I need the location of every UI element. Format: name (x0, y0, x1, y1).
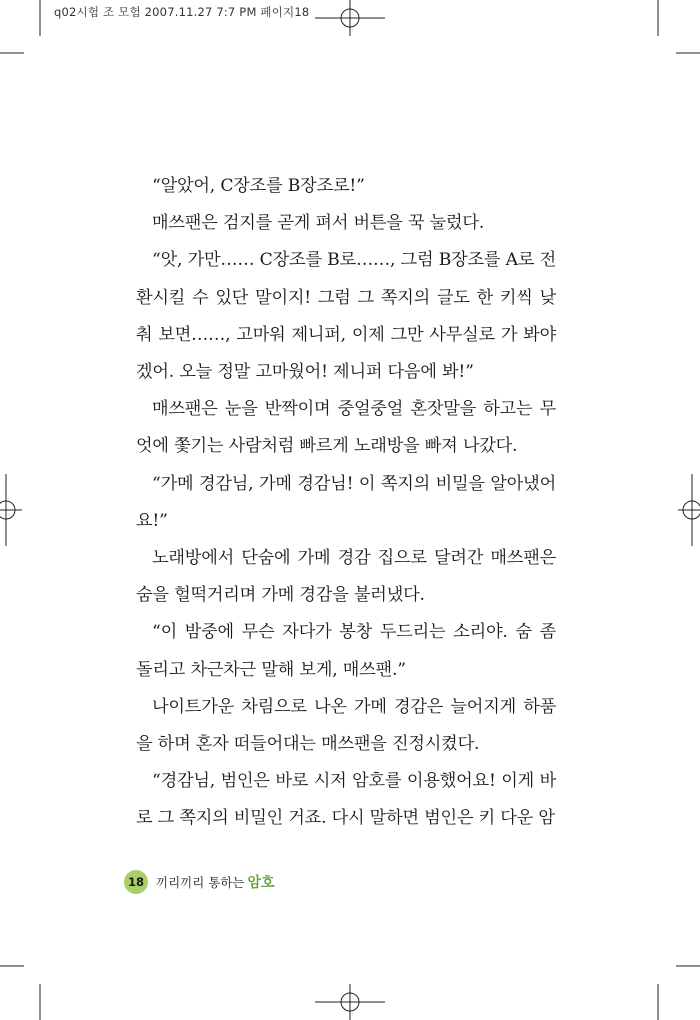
body-text (136, 168, 556, 838)
paragraph: “이 밤중에 무슨 자다가 봉창 두드리는 소리야. 숨 좀 돌리고 차근차근 말해 보게, 매쓰팬.” (136, 622, 556, 680)
paragraph: 노래방에서 단숨에 가메 경감 집으로 달려간 매쓰팬은 숨을 헐떡거리며 가메 경감을 불러냈다. (136, 548, 556, 606)
page-footer (124, 870, 275, 894)
registration-mark-right (678, 474, 700, 546)
registration-mark-left (0, 474, 22, 546)
paragraph: 나이트가운 차림으로 나온 가메 경감은 늘어지게 하품을 하며 혼자 떠들어대는 매쓰팬을 진정시켰다. (136, 696, 556, 755)
registration-mark-top (315, 0, 385, 36)
paragraph: “경감님, 범인은 바로 시저 암호를 이용했어요! 이게 바로 그 쪽지의 비밀인 거죠. 다시 말하면 범인은 키 다운 암 (136, 771, 556, 829)
paragraph: “앗, 가만…… C장조를 B로……, 그럼 B장조를 A로 전환시킬 수 있단 말이지! 그럼 그 쪽지의 글도 한 키씩 낮춰 보면……, 고마워 제니퍼, 이제 그만 사무실로 가 봐야겠어. 오늘 정말 고마웠어! 제니퍼 다음에 봐!” (136, 250, 556, 383)
page-number: 18 (124, 870, 148, 894)
paragraph: 매쓰팬은 검지를 곧게 펴서 버튼을 꾹 눌렀다. (152, 213, 485, 234)
paragraph: 매쓰팬은 눈을 반짝이며 중얼중얼 혼잣말을 하고는 무엇에 쫓기는 사람처럼 빠르게 노래방을 빠져 나갔다. (136, 399, 556, 457)
print-slug-header: q02시험 조 모험 2007.11.27 7:7 PM 페이지18 (54, 5, 310, 19)
registration-mark-bottom (315, 984, 385, 1020)
paragraph: “가메 경감님, 가메 경감님! 이 쪽지의 비밀을 알아냈어요!” (136, 473, 556, 531)
paragraph: “알았어, C장조를 B장조로!” (152, 176, 365, 196)
book-title: 끼리끼리 통하는 (156, 875, 245, 890)
book-title-accent: 암호 (247, 875, 275, 891)
